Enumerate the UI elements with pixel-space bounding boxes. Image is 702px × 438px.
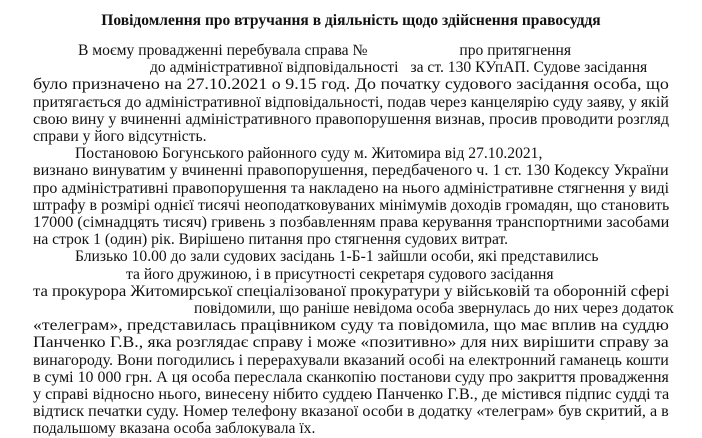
paragraph-line: та прокурора Житомирської спеціалізованої прокуратури у військовій та оборонній сфері xyxy=(33,282,670,300)
paragraph-line: на строк 1 (один) рік. Вирішено питання про стягнення судових витрат. xyxy=(33,231,509,249)
line-part: В моєму провадженні перебувала справа № xyxy=(78,42,368,59)
paragraph-line: притягається до адміністративної відповідальності, подав через канцелярію суду заяву, у якій xyxy=(33,93,669,111)
paragraph-line: Панченко Г.В., яка розглядає справу і може «позитивно» для них вирішити справу за xyxy=(33,334,669,352)
paragraph-line: у справі відносно нього, винесену нібито суддею Панченко Г.В., де містився підпис судді та xyxy=(33,386,670,403)
paragraph-line: відтиск печатки суду. Номер телефону вказаної особи в додатку «телеграм» був скритий, а в xyxy=(33,403,669,421)
paragraph-line: «телеграм», представилась працівником суду та повідомила, що має вплив на суддю xyxy=(33,317,669,335)
paragraph-line: про адміністративні правопорушення та накладено на нього адміністративне стягнення у виді xyxy=(33,179,670,197)
paragraph-line: 17000 (сімнадцять тисяч) гривень з позбавленням права керування транспортними засобами xyxy=(33,214,670,231)
paragraph-line: та його дружиною, і в присутності секретаря судового засідання xyxy=(126,265,554,283)
paragraph-line: в сумі 10 000 грн. А ця особа переслала сканкопію постанови суду про закриття провадження xyxy=(33,368,669,386)
paragraph-line: Близько 10.00 до зали судових засідань 1-Б-1 зайшли особи, які представились xyxy=(75,248,599,266)
paragraph-line xyxy=(150,59,647,77)
paragraph-line: було призначено на 27.10.2021 о 9.15 год. До початку судового засідання особа, що xyxy=(33,76,669,94)
paragraph-line: штрафу в розмірі однієї тисячі неоподатковуваних мінімумів доходів громадян, що становить xyxy=(33,196,670,214)
paragraph-line: винагороду. Вони погодились і перерахували вказаний особі на електронний гаманець кошти xyxy=(33,351,669,369)
paragraph-line xyxy=(78,42,669,60)
document-title: Повідомлення про втручання в діяльність щодо здійснення правосуддя xyxy=(101,12,601,29)
line-part: до адміністративної відповідальності xyxy=(150,59,399,77)
paragraph-line: повідомили, що раніше невідома особа звернулась до них через додаток xyxy=(194,300,674,317)
line-part: за ст. 130 КУпАП. Судове засідання xyxy=(410,59,648,77)
line-part: про притягнення xyxy=(459,42,572,59)
paragraph-line: подальшому вказана особа заблокувала їх. xyxy=(33,420,316,438)
paragraph-line: визнано винуватим у вчиненні правопорушення, передбаченого ч. 1 ст. 130 Кодексу України xyxy=(33,162,669,180)
paragraph-line: справи у його відсутність. xyxy=(33,128,207,145)
paragraph-line: свою вину у вчиненні адміністративного правопорушення визнав, просив проводити розгляд xyxy=(33,110,670,128)
paragraph-line: Постановою Богунського районного суду м. Житомира від 27.10.2021, xyxy=(75,145,543,163)
